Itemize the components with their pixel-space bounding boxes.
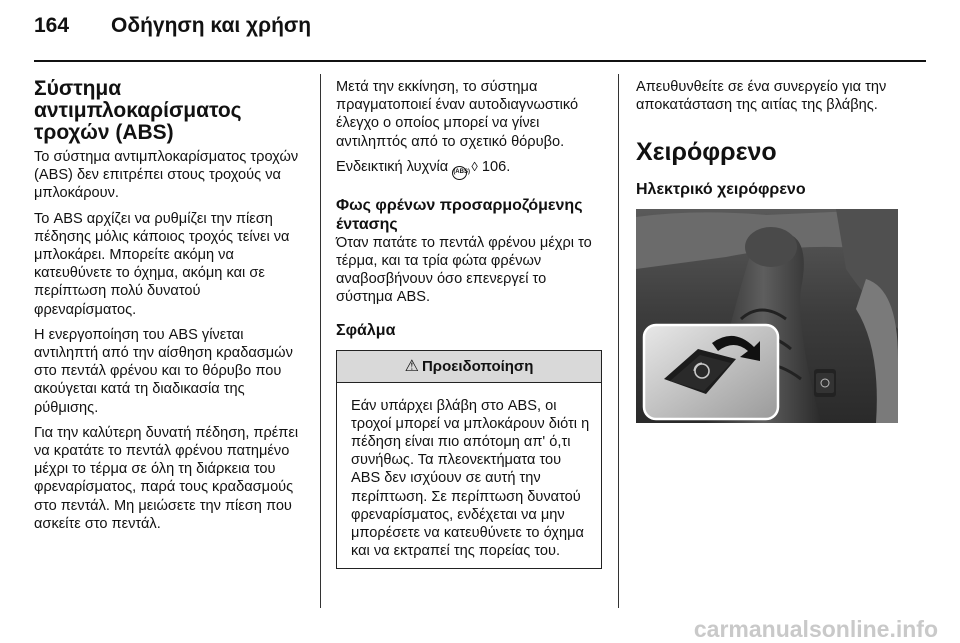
chapter-title: Οδήγηση και χρήση	[111, 14, 312, 37]
watermark: carmanualsonline.info	[693, 616, 938, 642]
paragraph: Το σύστημα αντιμπλοκαρίσματος τροχών (ABS) δεν επιτρέπει στους τροχούς να μπλοκάρουν.	[34, 149, 299, 202]
parking-brake-title: Χειρόφρενο	[636, 138, 777, 167]
abs-section-title: Σύστημα αντιμπλοκαρίσματος τροχών (ABS)	[34, 77, 242, 144]
warning-triangle-icon: ⚠	[404, 357, 419, 375]
column-3	[636, 78, 911, 429]
adaptive-brake-light-title: Φως φρένων προσαρμοζόμενης έντασης	[336, 196, 583, 233]
column-1	[34, 78, 306, 540]
paragraph: Όταν πατάτε το πεντάλ φρένου μέχρι το τέρμα, και τα τρία φώτα φρένων αναβοσβήνουν όσο επενεργεί το σύστημα ABS.	[336, 234, 592, 306]
page-reference-link[interactable]: 106.	[481, 158, 511, 175]
warning-text: Εάν υπάρχει βλάβη στο ABS, οι τροχοί μπορεί να μπλοκάρουν διότι η πέδηση είναι πιο απότομη απ' ό,τι συνήθως. Τα πλεονεκτήματα του ABS δεν ισχύουν σε αυτή την περίπτωση. Σε περίπτωση δυνατού φρεναρίσματος, ενδέχεται να μην μπορέσετε να κατευθύνετε το όχημα και να εκτραπεί της πορείας του.	[351, 397, 590, 560]
fault-heading: Σφάλμα	[336, 321, 396, 339]
warning-title: Προειδοποίηση	[421, 357, 534, 375]
column-2	[336, 78, 604, 569]
electric-parking-brake-subtitle: Ηλεκτρικό χειρόφρενο	[636, 181, 806, 199]
indicator-label: Ενδεικτική λυχνία	[336, 158, 449, 175]
header-rule	[34, 60, 926, 62]
parking-brake-switch-photo	[636, 209, 898, 423]
indicator-reference	[336, 158, 604, 180]
page-number: 164	[34, 14, 70, 37]
paragraph: Το ABS αρχίζει να ρυθμίζει την πίεση πέδησης μόλις κάποιος τροχός τείνει να μπλοκάρει. Μπορείτε ακόμη να κατευθύνετε το όχημα, ακόμη και σε περίπτωση πολύ δυνατού φρεναρίσματος.	[34, 210, 290, 318]
abs-indicator-icon: (ABS)	[452, 166, 467, 180]
paragraph: Μετά την εκκίνηση, το σύστημα πραγματοποιεί έναν αυτοδιαγνωστικό έλεγχο ο οποίος μπορεί να γίνει αντιληπτός από το σχετικό θόρυβο.	[336, 79, 579, 150]
warning-box	[336, 350, 602, 570]
page-reference-arrow-icon: ◊	[471, 158, 478, 174]
column-divider	[618, 74, 619, 608]
paragraph: Απευθυνθείτε σε ένα συνεργείο για την αποκατάσταση της αιτίας της βλάβης.	[636, 79, 887, 114]
paragraph: Η ενεργοποίηση του ABS γίνεται αντιληπτή από την αίσθηση κραδασμών στο πεντάλ φρένου και το θόρυβο που ακούγεται κατά τη διαδικασία της ρύθμισης.	[34, 326, 293, 416]
paragraph: Για την καλύτερη δυνατή πέδηση, πρέπει να κρατάτε το πεντάλ φρένου πατημένο μέχρι το τέρμα σε όλη τη διάρκεια του φρεναρίσματος, παρά τους κραδασμούς στο πεντάλ. Μη μειώσετε την πίεση που ασκείτε στο πεντάλ.	[34, 424, 299, 532]
warning-header	[337, 351, 601, 383]
column-divider	[320, 74, 321, 608]
